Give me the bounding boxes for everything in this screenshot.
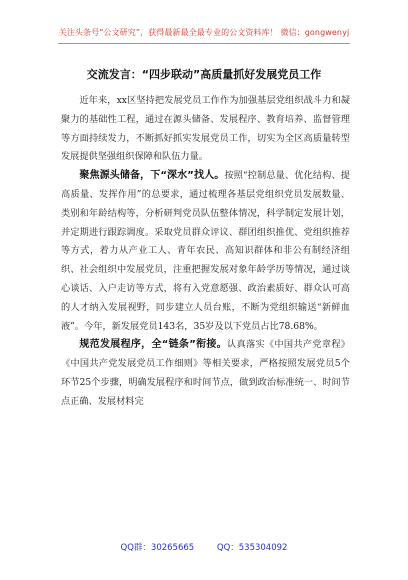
paragraph-lead: 规范发展程序，全“链条”衔接。 [79,339,227,351]
paragraph-intro [61,92,350,167]
paragraph-text: 近年来，xx区坚持把发展党员工作作为加强基层党组织战斗力和凝聚力的基础性工程，通过在源头储备、发展程序、教育培养、监督管理等方面持续发力，不断抓好抓实发展党员工作，切实为全区高质量转型发展提供坚强组织保障和队伍力量。 [61,95,350,163]
footer-qq: QQ：535304092 [216,543,288,553]
header-rule [58,43,350,44]
paragraph-lead: 聚焦源头储备，下“深水”找人。 [79,170,225,182]
paragraph-procedure [61,336,350,411]
footer-contacts [0,541,408,553]
paragraph-text: 按照“控制总量、优化结构、提高质量、发挥作用”的总要求，通过梳理各基层党组织党员发展数量、类别和年龄结构等，分析研判党员队伍整体情况，科学制定发展计划，并定期进行跟踪调度。采取党员群众评议、群团组织推优、党组织推荐等方式，着力从产业工人、青年农民、高知识群体和非公有制经济组织、社会组织中发展党员，注重把握发展对象年龄学历等情况，通过谈心谈话、入户走访等方式，将有入党意愿强、政治素质好、群众认可高的人才纳入发展视野，同步建立人员台账，不断为党组织输送“新鲜血液”。今年，新发展党员143名，35岁及以下党员占比78.68%。 [61,170,350,332]
paragraph-source-reserve [61,167,350,336]
header-banner: 关注头条号“公文研究”，获得最新最全最专业的公文资料库！ 微信：gongwenyj [58,28,350,37]
document-body [61,92,350,412]
footer-qq-group: QQ群：30265665 [120,543,195,553]
document-title: 交流发言：“四步联动”高质量抓好发展党员工作 [86,68,322,81]
paragraph-text: 认真落实《中国共产党章程》《中国共产党发展党员工作细则》等相关要求，严格按照发展党员5个环节25个步骤，明确发展程序和时间节点，做到政治标准统一、时间节点正确、发展材料完 [61,339,350,407]
